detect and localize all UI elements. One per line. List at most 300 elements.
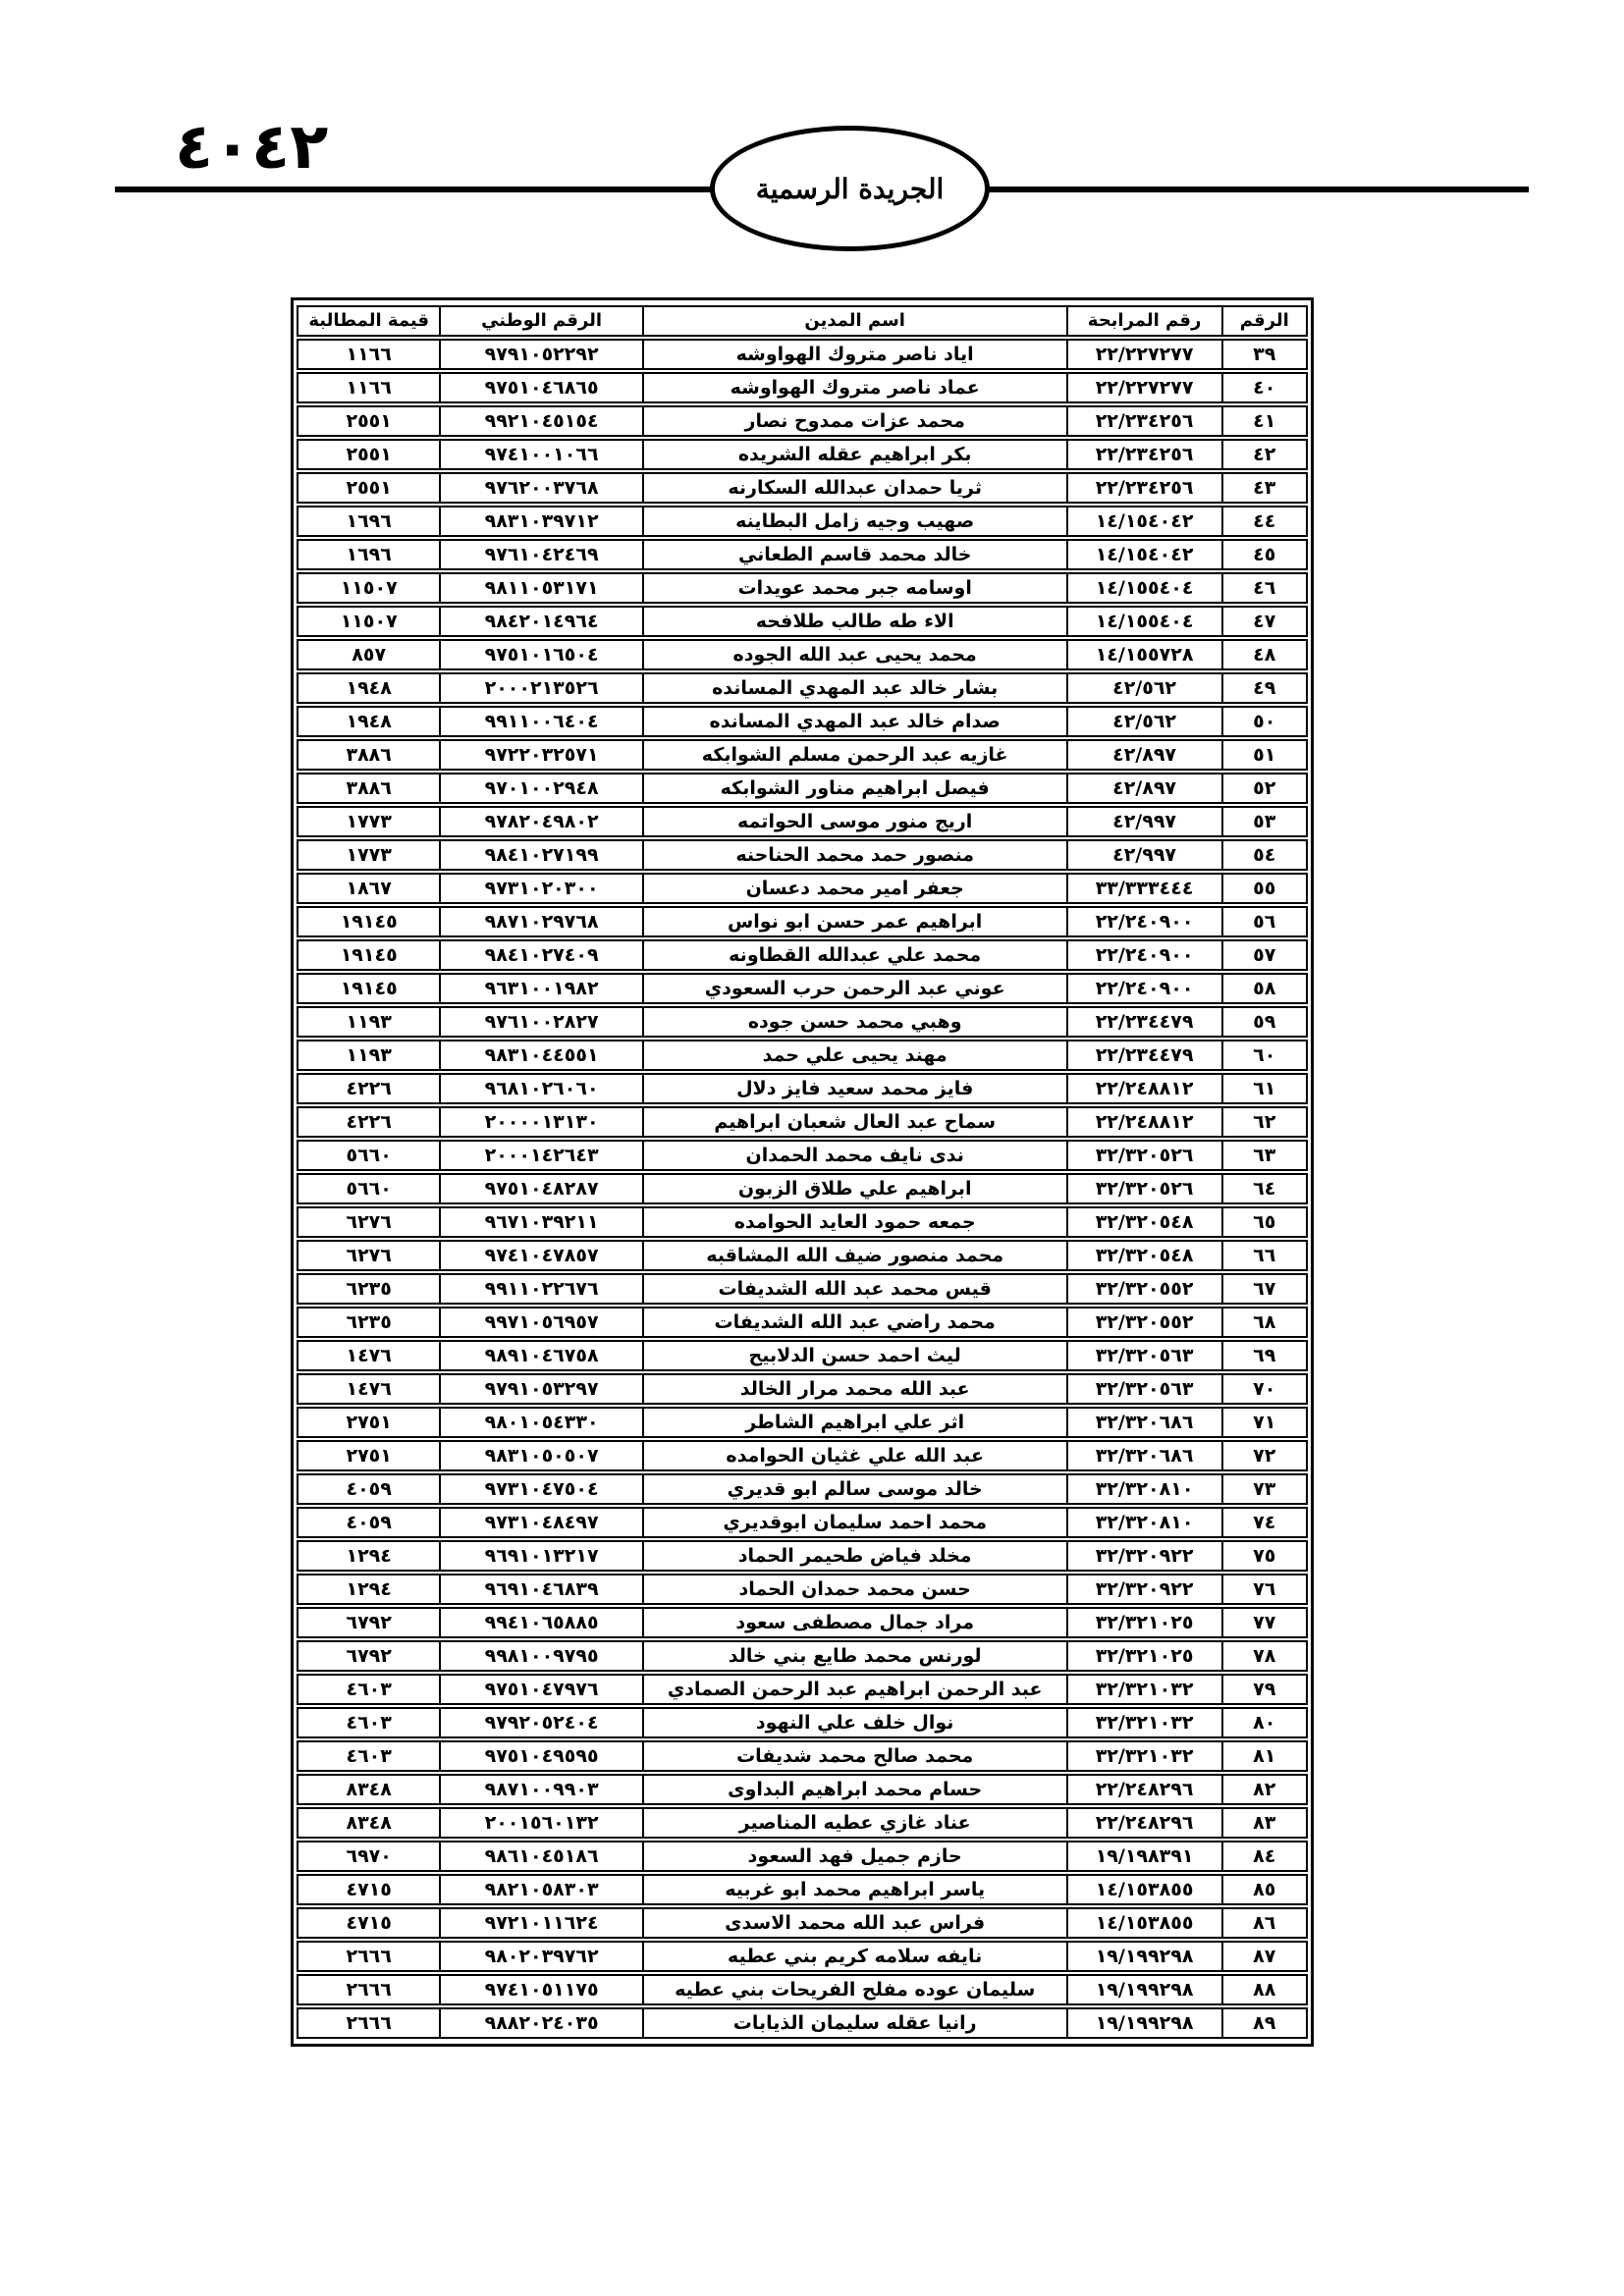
national-id: ٩٧٢١٠١١٦٢٤	[439, 1907, 641, 1939]
debtor-name: فيصل ابراهيم مناور الشوابكه	[642, 773, 1066, 804]
national-id: ٩٧٥١٠٤٦٨٦٥	[439, 372, 641, 403]
table-row	[297, 405, 1308, 437]
murabaha-number: ٣٢/٣٢١٠٢٥	[1066, 1607, 1221, 1638]
national-id: ٩٨٧١٠٢٩٧٦٨	[439, 906, 641, 937]
debtor-name: اوسامه جبر محمد عويدات	[642, 572, 1066, 604]
national-id: ٩٧٦٢٠٠٣٧٦٨	[439, 472, 641, 504]
national-id: ٩٨٣١٠٥٠٥٠٧	[439, 1440, 641, 1471]
debtor-name: قيس محمد عبد الله الشديفات	[642, 1273, 1066, 1305]
row-number: ٧٧	[1221, 1607, 1308, 1638]
row-number: ٧٢	[1221, 1440, 1308, 1471]
debtor-name: صهيب وجيه زامل البطاينه	[642, 506, 1066, 537]
row-number: ٥٦	[1221, 906, 1308, 937]
murabaha-number: ٣٢/٣٢١٠٣٢	[1066, 1707, 1221, 1738]
table-row	[297, 1106, 1308, 1138]
national-id: ٩٧٩١٠٥٣٢٩٧	[439, 1373, 641, 1405]
table-row	[297, 1841, 1308, 1872]
national-id: ٩٦٣١٠٠١٩٨٢	[439, 973, 641, 1004]
claim-amount: ٢٥٥١	[297, 472, 439, 504]
debtor-name: وهبي محمد حسن جوده	[642, 1006, 1066, 1038]
murabaha-number: ٢٢/٢٣٤٤٧٩	[1066, 1040, 1221, 1071]
claim-amount: ٢٧٥١	[297, 1440, 439, 1471]
national-id: ٩٨٢١٠٥٨٣٠٣	[439, 1874, 641, 1905]
claim-amount: ١٢٩٤	[297, 1540, 439, 1572]
murabaha-number: ١٤/١٥٣٨٥٥	[1066, 1874, 1221, 1905]
national-id: ٩٧٤١٠٤٧٨٥٧	[439, 1240, 641, 1271]
murabaha-number: ١٩/١٩٩٢٩٨	[1066, 2007, 1221, 2039]
table-row	[297, 1874, 1308, 1905]
murabaha-number: ٢٢/٢٣٤٢٥٦	[1066, 472, 1221, 504]
murabaha-number: ٣٢/٣٢٠٥٦٣	[1066, 1373, 1221, 1405]
row-number: ٣٩	[1221, 339, 1308, 370]
row-number: ٨٢	[1221, 1774, 1308, 1805]
row-number: ٨٥	[1221, 1874, 1308, 1905]
table-row	[297, 806, 1308, 837]
national-id: ٩٧٢٢٠٣٢٥٧١	[439, 739, 641, 771]
claim-amount: ٤٧١٥	[297, 1907, 439, 1939]
table-row	[297, 1407, 1308, 1438]
claim-amount: ٨٥٧	[297, 639, 439, 670]
table-row	[297, 506, 1308, 537]
claim-amount: ١١٦٦	[297, 339, 439, 370]
claim-amount: ١١٩٣	[297, 1040, 439, 1071]
row-number: ٨١	[1221, 1740, 1308, 1772]
debtors-table	[297, 303, 1308, 2041]
claim-amount: ٨٣٤٨	[297, 1807, 439, 1839]
row-number: ٤٢	[1221, 439, 1308, 470]
table-row	[297, 1440, 1308, 1471]
claim-amount: ١١٥٠٧	[297, 572, 439, 604]
row-number: ٤١	[1221, 405, 1308, 437]
murabaha-number: ٤٢/٩٩٧	[1066, 806, 1221, 837]
national-id: ٩٨٠١٠٥٤٣٣٠	[439, 1407, 641, 1438]
row-number: ٤٨	[1221, 639, 1308, 670]
row-number: ٨٩	[1221, 2007, 1308, 2039]
row-number: ٧٦	[1221, 1574, 1308, 1605]
murabaha-number: ٢٢/٢٤٨٨١٢	[1066, 1106, 1221, 1138]
debtor-name: عوني عبد الرحمن حرب السعودي	[642, 973, 1066, 1004]
table-row	[297, 1006, 1308, 1038]
claim-amount: ٤٠٥٩	[297, 1473, 439, 1505]
murabaha-number: ٢٢/٢٣٤٢٥٦	[1066, 405, 1221, 437]
row-number: ٥٢	[1221, 773, 1308, 804]
table-row	[297, 873, 1308, 904]
national-id: ٩٧٤١٠٠١٠٦٦	[439, 439, 641, 470]
debtor-name: عناد غازي عطيه المناصير	[642, 1807, 1066, 1839]
national-id: ٩٧٨٢٠٤٩٨٠٢	[439, 806, 641, 837]
national-id: ٢٠٠٠١٤٢٦٤٣	[439, 1140, 641, 1171]
row-number: ٦٦	[1221, 1240, 1308, 1271]
row-number: ٧٨	[1221, 1640, 1308, 1672]
national-id: ٩٨٩١٠٤٦٧٥٨	[439, 1340, 641, 1371]
table-row	[297, 1574, 1308, 1605]
national-id: ٩٧٥١٠٤٧٩٧٦	[439, 1674, 641, 1705]
debtor-name: حسام محمد ابراهيم البداوى	[642, 1774, 1066, 1805]
debtor-name: نوال خلف علي النهود	[642, 1707, 1066, 1738]
debtors-table-frame	[291, 297, 1314, 2047]
murabaha-number: ١٤/١٥٤٠٤٢	[1066, 506, 1221, 537]
debtor-name: محمد عزات ممدوح نصار	[642, 405, 1066, 437]
table-row	[297, 973, 1308, 1004]
row-number: ٧٥	[1221, 1540, 1308, 1572]
table-row	[297, 1807, 1308, 1839]
debtor-name: نايفه سلامه كريم بني عطيه	[642, 1941, 1066, 1972]
debtor-name: ابراهيم علي طلاق الزبون	[642, 1173, 1066, 1204]
row-number: ٦٣	[1221, 1140, 1308, 1171]
row-number: ٥٨	[1221, 973, 1308, 1004]
row-number: ٧٩	[1221, 1674, 1308, 1705]
claim-amount: ٢٦٦٦	[297, 1974, 439, 2005]
murabaha-number: ٣٢/٣٢٠٥٢٦	[1066, 1140, 1221, 1171]
table-row	[297, 1740, 1308, 1772]
claim-amount: ٣٨٨٦	[297, 739, 439, 771]
national-id: ٩٨١١٠٥٣١٧١	[439, 572, 641, 604]
claim-amount: ٦٧٩٢	[297, 1607, 439, 1638]
row-number: ٥٩	[1221, 1006, 1308, 1038]
gazette-title: الجريدة الرسمية	[755, 172, 945, 205]
claim-amount: ١٦٩٦	[297, 539, 439, 570]
debtor-name: غازيه عبد الرحمن مسلم الشوابكه	[642, 739, 1066, 771]
murabaha-number: ٢٢/٢٤٨٢٩٦	[1066, 1807, 1221, 1839]
murabaha-number: ٣٢/٣٢٠٥٤٨	[1066, 1206, 1221, 1238]
debtor-name: بكر ابراهيم عقله الشريده	[642, 439, 1066, 470]
table-row	[297, 1774, 1308, 1805]
table-row	[297, 939, 1308, 971]
row-number: ٦٠	[1221, 1040, 1308, 1071]
table-row	[297, 539, 1308, 570]
murabaha-number: ٣٢/٣٢٠٥٤٨	[1066, 1240, 1221, 1271]
debtor-name: سليمان عوده مفلح الفريحات بني عطيه	[642, 1974, 1066, 2005]
gazette-title-ellipse	[710, 126, 990, 251]
table-row	[297, 1707, 1308, 1738]
national-id: ٩٦٩١٠١٣٢١٧	[439, 1540, 641, 1572]
row-number: ٧٠	[1221, 1373, 1308, 1405]
claim-amount: ١١٦٦	[297, 372, 439, 403]
murabaha-number: ٢٢/٢٤٠٩٠٠	[1066, 939, 1221, 971]
claim-amount: ٢٥٥١	[297, 405, 439, 437]
national-id: ٩٩٢١٠٤٥١٥٤	[439, 405, 641, 437]
row-number: ٨٣	[1221, 1807, 1308, 1839]
table-row	[297, 1507, 1308, 1538]
debtor-name: ياسر ابراهيم محمد ابو غربيه	[642, 1874, 1066, 1905]
debtor-name: مهند يحيى علي حمد	[642, 1040, 1066, 1071]
debtor-name: جعفر امير محمد دعسان	[642, 873, 1066, 904]
national-id: ٩٧٣١٠٢٠٣٠٠	[439, 873, 641, 904]
table-row	[297, 1674, 1308, 1705]
row-number: ٤٣	[1221, 472, 1308, 504]
table-row	[297, 706, 1308, 737]
claim-amount: ٦٢٧٦	[297, 1206, 439, 1238]
murabaha-number: ٢٢/٢٣٤٢٥٦	[1066, 439, 1221, 470]
debtor-name: محمد علي عبدالله القطاونه	[642, 939, 1066, 971]
table-row	[297, 1240, 1308, 1271]
table-row	[297, 773, 1308, 804]
debtor-name: خالد موسى سالم ابو قديري	[642, 1473, 1066, 1505]
row-number: ٧١	[1221, 1407, 1308, 1438]
national-id: ٢٠٠١٥٦٠١٣٢	[439, 1807, 641, 1839]
national-id: ٩٨٣١٠٤٤٥٥١	[439, 1040, 641, 1071]
table-row	[297, 1307, 1308, 1338]
row-number: ٤٦	[1221, 572, 1308, 604]
murabaha-number: ١٤/١٥٣٨٥٥	[1066, 1907, 1221, 1939]
debtor-name: سماح عبد العال شعبان ابراهيم	[642, 1106, 1066, 1138]
national-id: ٩٧٥١٠١٦٥٠٤	[439, 639, 641, 670]
row-number: ٧٣	[1221, 1473, 1308, 1505]
table-row	[297, 1607, 1308, 1638]
table-row	[297, 906, 1308, 937]
claim-amount: ٥٦٦٠	[297, 1173, 439, 1204]
claim-amount: ١١٥٠٧	[297, 606, 439, 637]
murabaha-number: ٣٢/٣٢٠٦٨٦	[1066, 1440, 1221, 1471]
row-number: ٨٧	[1221, 1941, 1308, 1972]
table-row	[297, 1473, 1308, 1505]
row-number: ٦٩	[1221, 1340, 1308, 1371]
murabaha-number: ١٤/١٥٤٠٤٢	[1066, 539, 1221, 570]
murabaha-number: ٣٢/٣٢١٠٣٢	[1066, 1740, 1221, 1772]
claim-amount: ١٩١٤٥	[297, 906, 439, 937]
national-id: ٩٦٨١٠٢٦٠٦٠	[439, 1073, 641, 1104]
national-id: ٩٩٨١٠٠٩٧٩٥	[439, 1640, 641, 1672]
claim-amount: ٦٢٣٥	[297, 1273, 439, 1305]
table-row	[297, 1273, 1308, 1305]
row-number: ٤٩	[1221, 672, 1308, 704]
murabaha-number: ٢٢/٢٤٨٢٩٦	[1066, 1774, 1221, 1805]
murabaha-number: ٢٢/٢٣٤٤٧٩	[1066, 1006, 1221, 1038]
claim-amount: ١٧٧٣	[297, 806, 439, 837]
claim-amount: ٢٦٦٦	[297, 2007, 439, 2039]
debtor-name: عماد ناصر متروك الهواوشه	[642, 372, 1066, 403]
claim-amount: ٢٦٦٦	[297, 1941, 439, 1972]
national-id: ٩٨٧١٠٠٩٩٠٣	[439, 1774, 641, 1805]
national-id: ٩٧٩١٠٥٢٢٩٢	[439, 339, 641, 370]
claim-amount: ٤٧١٥	[297, 1874, 439, 1905]
national-id: ٩٧٦١٠٠٢٨٢٧	[439, 1006, 641, 1038]
debtor-name: محمد احمد سليمان ابوقديري	[642, 1507, 1066, 1538]
table-row	[297, 839, 1308, 871]
debtor-name: جمعه حمود العايد الحوامده	[642, 1206, 1066, 1238]
claim-amount: ٤٠٥٩	[297, 1507, 439, 1538]
debtor-name: فراس عبد الله محمد الاسدى	[642, 1907, 1066, 1939]
claim-amount: ٤٢٢٦	[297, 1073, 439, 1104]
murabaha-number: ٣٢/٣٢٠٩٢٢	[1066, 1540, 1221, 1572]
national-id: ٩٩٧١٠٥٦٩٥٧	[439, 1307, 641, 1338]
row-number: ٨٨	[1221, 1974, 1308, 2005]
murabaha-number: ٤٢/٩٩٧	[1066, 839, 1221, 871]
national-id: ٩٨٤١٠٢٧٤٠٩	[439, 939, 641, 971]
murabaha-number: ٢٢/٢٤٠٩٠٠	[1066, 973, 1221, 1004]
murabaha-number: ٣٢/٣٢٠٥٢٦	[1066, 1173, 1221, 1204]
row-number: ٦٨	[1221, 1307, 1308, 1338]
table-header-row	[297, 305, 1308, 337]
table-row	[297, 1974, 1308, 2005]
claim-amount: ١٢٩٤	[297, 1574, 439, 1605]
murabaha-number: ١٩/١٩٨٣٩١	[1066, 1841, 1221, 1872]
row-number: ٨٠	[1221, 1707, 1308, 1738]
debtor-name: منصور حمد محمد الحناحنه	[642, 839, 1066, 871]
claim-amount: ١٦٩٦	[297, 506, 439, 537]
debtor-name: حسن محمد حمدان الحماد	[642, 1574, 1066, 1605]
debtor-name: محمد راضي عبد الله الشديفات	[642, 1307, 1066, 1338]
debtor-name: عبد الله علي غثيان الحوامده	[642, 1440, 1066, 1471]
page-number: ٤٠٤٢	[175, 111, 329, 184]
row-number: ٥٠	[1221, 706, 1308, 737]
murabaha-number: ٤٢/٨٩٧	[1066, 739, 1221, 771]
national-id: ٩٨٤٢٠١٤٩٦٤	[439, 606, 641, 637]
claim-amount: ٦٩٧٠	[297, 1841, 439, 1872]
row-number: ٥٣	[1221, 806, 1308, 837]
murabaha-number: ١٤/١٥٥٧٢٨	[1066, 639, 1221, 670]
national-id: ٩٧٤١٠٥١١٧٥	[439, 1974, 641, 2005]
murabaha-number: ١٩/١٩٩٢٩٨	[1066, 1974, 1221, 2005]
debtor-name: اياد ناصر متروك الهواوشه	[642, 339, 1066, 370]
table-row	[297, 606, 1308, 637]
murabaha-number: ٢٢/٢٢٧٢٧٧	[1066, 339, 1221, 370]
table-row	[297, 472, 1308, 504]
claim-amount: ٢٧٥١	[297, 1407, 439, 1438]
national-id: ٩٨٦١٠٤٥١٨٦	[439, 1841, 641, 1872]
debtor-name: عبد الله محمد مرار الخالد	[642, 1373, 1066, 1405]
murabaha-number: ٣٢/٣٢٠٥٥٢	[1066, 1307, 1221, 1338]
debtor-name: صدام خالد عبد المهدي المسانده	[642, 706, 1066, 737]
claim-amount: ٦٢٧٦	[297, 1240, 439, 1271]
debtor-name: مخلد فياض طحيمر الحماد	[642, 1540, 1066, 1572]
murabaha-number: ٢٢/٢٢٧٢٧٧	[1066, 372, 1221, 403]
murabaha-number: ٣٢/٣٢٠٥٥٢	[1066, 1273, 1221, 1305]
claim-amount: ٤٦٠٣	[297, 1674, 439, 1705]
row-number: ٨٤	[1221, 1841, 1308, 1872]
column-header-debtor-name: اسم المدين	[642, 305, 1066, 337]
debtor-name: فايز محمد سعيد فايز دلال	[642, 1073, 1066, 1104]
debtor-name: محمد يحيى عبد الله الجوده	[642, 639, 1066, 670]
table-row	[297, 1206, 1308, 1238]
table-row	[297, 639, 1308, 670]
murabaha-number: ١٩/١٩٩٢٩٨	[1066, 1941, 1221, 1972]
murabaha-number: ٣٢/٣٢٠٦٨٦	[1066, 1407, 1221, 1438]
debtor-name: ابراهيم عمر حسن ابو نواس	[642, 906, 1066, 937]
national-id: ٩٧٣١٠٤٧٥٠٤	[439, 1473, 641, 1505]
claim-amount: ١٩١٤٥	[297, 939, 439, 971]
national-id: ٩٩٤١٠٦٥٨٨٥	[439, 1607, 641, 1638]
murabaha-number: ٣٢/٣٢٠٥٦٣	[1066, 1340, 1221, 1371]
debtor-name: الاء طه طالب طلافحه	[642, 606, 1066, 637]
claim-amount: ٥٦٦٠	[297, 1140, 439, 1171]
table-row	[297, 1140, 1308, 1171]
debtor-name: خالد محمد قاسم الطعاني	[642, 539, 1066, 570]
table-row	[297, 1540, 1308, 1572]
row-number: ٤٥	[1221, 539, 1308, 570]
table-row	[297, 439, 1308, 470]
column-header-number: الرقم	[1221, 305, 1308, 337]
national-id: ٩٧٩٢٠٥٢٤٠٤	[439, 1707, 641, 1738]
claim-amount: ٨٣٤٨	[297, 1774, 439, 1805]
national-id: ٩٩١١٠٢٢٦٧٦	[439, 1273, 641, 1305]
claim-amount: ٤٦٠٣	[297, 1707, 439, 1738]
row-number: ٤٤	[1221, 506, 1308, 537]
national-id: ٩٧٦١٠٤٢٤٦٩	[439, 539, 641, 570]
murabaha-number: ٢٢/٢٤٠٩٠٠	[1066, 906, 1221, 937]
debtor-name: مراد جمال مصطفى سعود	[642, 1607, 1066, 1638]
table-row	[297, 1373, 1308, 1405]
debtor-name: اثر علي ابراهيم الشاطر	[642, 1407, 1066, 1438]
table-row	[297, 1173, 1308, 1204]
claim-amount: ١٤٧٦	[297, 1373, 439, 1405]
murabaha-number: ٣٢/٣٢١٠٣٢	[1066, 1674, 1221, 1705]
murabaha-number: ٣٢/٣٢٠٩٢٢	[1066, 1574, 1221, 1605]
national-id: ٩٧٥١٠٤٨٢٨٧	[439, 1173, 641, 1204]
murabaha-number: ٤٢/٥٦٢	[1066, 706, 1221, 737]
debtor-name: حازم جميل فهد السعود	[642, 1841, 1066, 1872]
national-id: ٩٧٠١٠٠٢٩٤٨	[439, 773, 641, 804]
national-id: ٩٨٣١٠٣٩٧١٢	[439, 506, 641, 537]
row-number: ٥٤	[1221, 839, 1308, 871]
table-row	[297, 739, 1308, 771]
claim-amount: ٤٢٢٦	[297, 1106, 439, 1138]
debtor-name: اريج منور موسى الحواتمه	[642, 806, 1066, 837]
claim-amount: ١٤٧٦	[297, 1340, 439, 1371]
murabaha-number: ٤٢/٨٩٧	[1066, 773, 1221, 804]
murabaha-number: ٢٢/٢٤٨٨١٢	[1066, 1073, 1221, 1104]
table-row	[297, 572, 1308, 604]
national-id: ٩٨٤١٠٢٧١٩٩	[439, 839, 641, 871]
debtor-name: رانيا عقله سليمان الذيابات	[642, 2007, 1066, 2039]
murabaha-number: ٣٢/٣٢١٠٢٥	[1066, 1640, 1221, 1672]
table-row	[297, 372, 1308, 403]
row-number: ٧٤	[1221, 1507, 1308, 1538]
murabaha-number: ١٤/١٥٥٤٠٤	[1066, 606, 1221, 637]
row-number: ٥٥	[1221, 873, 1308, 904]
murabaha-number: ٤٢/٥٦٢	[1066, 672, 1221, 704]
row-number: ٦٥	[1221, 1206, 1308, 1238]
national-id: ٩٩١١٠٠٦٤٠٤	[439, 706, 641, 737]
debtor-name: محمد صالح محمد شديفات	[642, 1740, 1066, 1772]
murabaha-number: ٣٢/٣٢٠٨١٠	[1066, 1507, 1221, 1538]
row-number: ٤٧	[1221, 606, 1308, 637]
table-row	[297, 1941, 1308, 1972]
row-number: ٦٧	[1221, 1273, 1308, 1305]
national-id: ٢٠٠٠٠١٣١٣٠	[439, 1106, 641, 1138]
claim-amount: ٦٢٣٥	[297, 1307, 439, 1338]
row-number: ٦٤	[1221, 1173, 1308, 1204]
row-number: ٦١	[1221, 1073, 1308, 1104]
table-row	[297, 2007, 1308, 2039]
debtor-name: ندى نايف محمد الحمدان	[642, 1140, 1066, 1171]
debtor-name: محمد منصور ضيف الله المشاقبه	[642, 1240, 1066, 1271]
national-id: ٩٧٣١٠٤٨٤٩٧	[439, 1507, 641, 1538]
row-number: ٦٢	[1221, 1106, 1308, 1138]
murabaha-number: ٣٣/٣٣٣٤٤٤	[1066, 873, 1221, 904]
claim-amount: ٦٧٩٢	[297, 1640, 439, 1672]
debtor-name: بشار خالد عبد المهدي المسانده	[642, 672, 1066, 704]
table-row	[297, 339, 1308, 370]
claim-amount: ١٩١٤٥	[297, 973, 439, 1004]
debtor-name: ليث احمد حسن الدلابيح	[642, 1340, 1066, 1371]
row-number: ٥٧	[1221, 939, 1308, 971]
table-row	[297, 1340, 1308, 1371]
murabaha-number: ٣٢/٣٢٠٨١٠	[1066, 1473, 1221, 1505]
claim-amount: ١٧٧٣	[297, 839, 439, 871]
claim-amount: ١١٩٣	[297, 1006, 439, 1038]
table-row	[297, 1907, 1308, 1939]
debtor-name: عبد الرحمن ابراهيم عبد الرحمن الصمادي	[642, 1674, 1066, 1705]
debtor-name: ثريا حمدان عبدالله السكارنه	[642, 472, 1066, 504]
table-row	[297, 1073, 1308, 1104]
column-header-claim-amount: قيمة المطالبة	[297, 305, 439, 337]
murabaha-number: ١٤/١٥٥٤٠٤	[1066, 572, 1221, 604]
table-row	[297, 1640, 1308, 1672]
column-header-national-id: الرقم الوطني	[439, 305, 641, 337]
claim-amount: ٣٨٨٦	[297, 773, 439, 804]
column-header-murabaha-number: رقم المرابحة	[1066, 305, 1221, 337]
